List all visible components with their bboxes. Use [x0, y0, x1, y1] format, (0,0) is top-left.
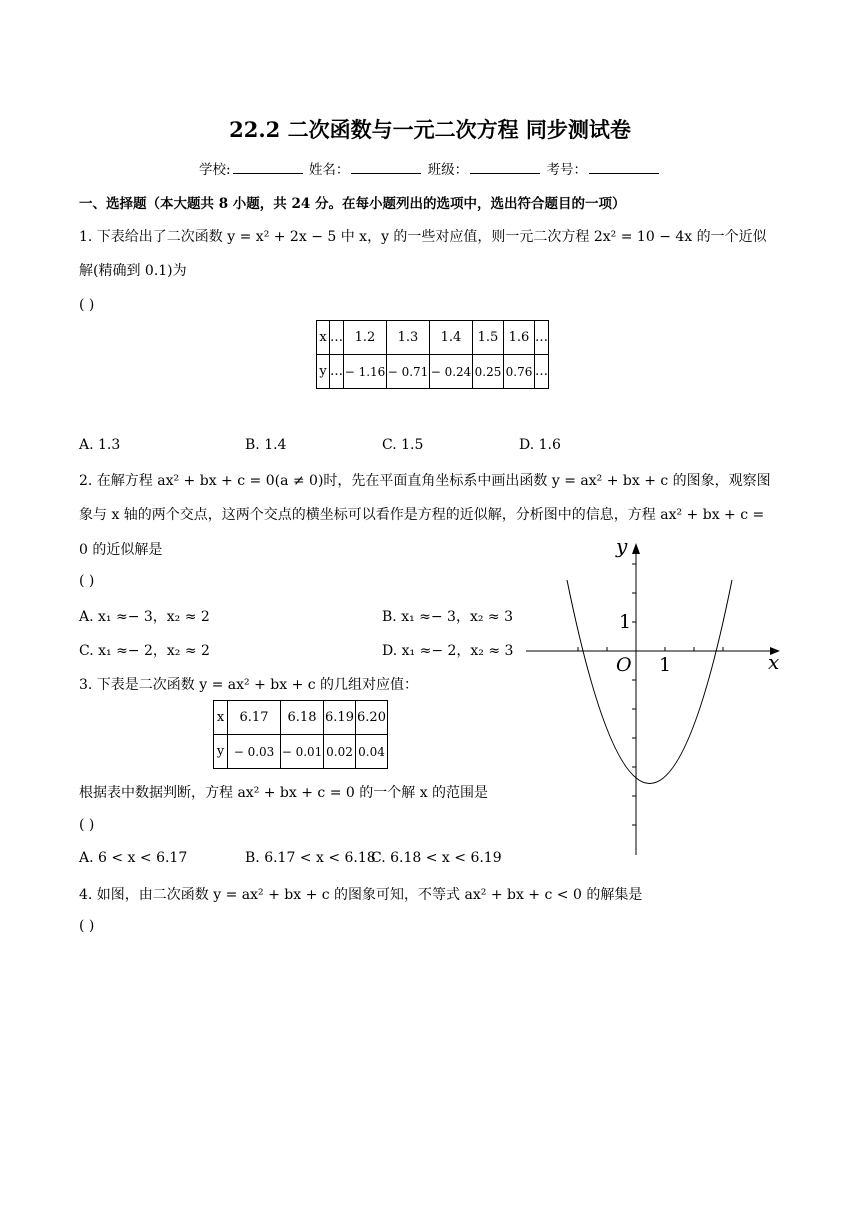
- parabola-curve: [567, 580, 732, 784]
- q3-option-c[interactable]: C. 6.18 < x < 6.19: [371, 850, 502, 866]
- student-info-line: [0, 158, 860, 178]
- q3-answer-paren: ( ): [79, 817, 95, 833]
- table-cell: 1.4: [430, 321, 473, 355]
- y-axis-arrow: [632, 543, 640, 554]
- table-cell: 1.6: [504, 321, 535, 355]
- q3-text-line1: 3. 下表是二次函数 y = ax² + bx + c 的几组对应值：: [79, 677, 419, 693]
- table-cell: 1.5: [473, 321, 504, 355]
- exam-no-blank[interactable]: [589, 161, 659, 174]
- q1-answer-paren: ( ): [79, 297, 95, 313]
- q3-option-a[interactable]: A. 6 < x < 6.17: [79, 850, 188, 866]
- origin-label: O: [616, 654, 632, 676]
- table-cell: …: [535, 321, 549, 355]
- class-label: 班级：: [427, 162, 469, 178]
- q1-value-table: [316, 320, 549, 389]
- table-cell: − 1.16: [344, 355, 387, 389]
- name-label: 姓名：: [308, 162, 350, 178]
- table-cell: …: [330, 355, 344, 389]
- x-axis-label: x: [768, 650, 780, 674]
- class-blank[interactable]: [470, 161, 540, 174]
- q1-text-line1: 1. 下表给出了二次函数 y = x² + 2x − 5 中 x，y 的一些对应值，则一元二次方程 2x² = 10 − 4x 的一个近似: [79, 229, 767, 245]
- q4-text-line1: 4. 如图，由二次函数 y = ax² + bx + c 的图象可知，不等式 ax² + bx + c < 0 的解集是: [79, 887, 643, 903]
- table-cell: 1.2: [344, 321, 387, 355]
- table-cell: 6.18: [281, 701, 324, 735]
- q1-option-a[interactable]: A. 1.3: [79, 437, 121, 453]
- table-cell: 6.17: [228, 701, 281, 735]
- q2-option-a[interactable]: A. x₁ ≈− 3，x₂ ≈ 2: [79, 609, 210, 625]
- exam-no-label: 考号：: [546, 162, 587, 178]
- q1-option-c[interactable]: C. 1.5: [382, 437, 424, 453]
- q2-answer-paren: ( ): [79, 573, 95, 589]
- name-blank[interactable]: [351, 161, 421, 174]
- table-cell: 6.20: [356, 701, 388, 735]
- table-cell: …: [535, 355, 549, 389]
- q4-answer-paren: ( ): [79, 918, 95, 934]
- q2-text-line1: 2. 在解方程 ax² + bx + c = 0(a ≠ 0)时，先在平面直角坐标系中画出函数 y = ax² + bx + c 的图象，观察图: [79, 473, 771, 489]
- q1-option-b[interactable]: B. 1.4: [245, 437, 287, 453]
- table-row: [214, 735, 388, 769]
- parabola-graph: [522, 535, 792, 860]
- q2-option-b[interactable]: B. x₁ ≈− 3，x₂ ≈ 3: [382, 609, 514, 625]
- table-row: [317, 355, 549, 389]
- q3-value-table: [213, 700, 388, 769]
- q2-text-line3: 0 的近似解是: [79, 542, 163, 558]
- table-cell: − 0.24: [430, 355, 473, 389]
- table-cell: − 0.71: [387, 355, 430, 389]
- table-cell: 6.19: [324, 701, 356, 735]
- table-cell: 1.3: [387, 321, 430, 355]
- table-cell: − 0.03: [228, 735, 281, 769]
- table-cell: …: [330, 321, 344, 355]
- table-row: [317, 321, 549, 355]
- q2-option-c[interactable]: C. x₁ ≈− 2，x₂ ≈ 2: [79, 643, 210, 659]
- school-blank[interactable]: [233, 161, 303, 174]
- school-label: 学校:: [199, 162, 231, 178]
- page-title: 22.2 二次函数与一元二次方程 同步测试卷: [229, 117, 631, 142]
- q1-text-line2: 解(精确到 0.1)为: [79, 263, 187, 279]
- table-cell: − 0.01: [281, 735, 324, 769]
- q2-text-line2: 象与 x 轴的两个交点，这两个交点的横坐标可以看作是方程的近似解，分析图中的信息，方程 ax² + bx + c =: [79, 507, 765, 523]
- y-tick-label: 1: [619, 611, 632, 633]
- q1-option-d[interactable]: D. 1.6: [519, 437, 561, 453]
- table-header-cell: x: [317, 321, 330, 355]
- q3-option-b[interactable]: B. 6.17 < x < 6.18: [245, 850, 376, 866]
- table-header-cell: x: [214, 701, 228, 735]
- table-cell: 0.04: [356, 735, 388, 769]
- table-row: [214, 701, 388, 735]
- y-axis-label: y: [616, 535, 628, 558]
- x-axis-ticks: [578, 647, 723, 651]
- table-cell: 0.02: [324, 735, 356, 769]
- table-cell: 0.76: [504, 355, 535, 389]
- table-header-cell: y: [317, 355, 330, 389]
- section-heading: 一、选择题（本大题共 8 小题，共 24 分。在每小题列出的选项中，选出符合题目的一项）: [79, 196, 626, 212]
- q3-text-line2: 根据表中数据判断，方程 ax² + bx + c = 0 的一个解 x 的范围是: [79, 785, 489, 801]
- y-axis-ticks: [632, 564, 636, 825]
- table-header-cell: y: [214, 735, 228, 769]
- table-cell: 0.25: [473, 355, 504, 389]
- q2-option-d[interactable]: D. x₁ ≈− 2，x₂ ≈ 3: [382, 643, 514, 659]
- x-tick-label: 1: [659, 654, 672, 676]
